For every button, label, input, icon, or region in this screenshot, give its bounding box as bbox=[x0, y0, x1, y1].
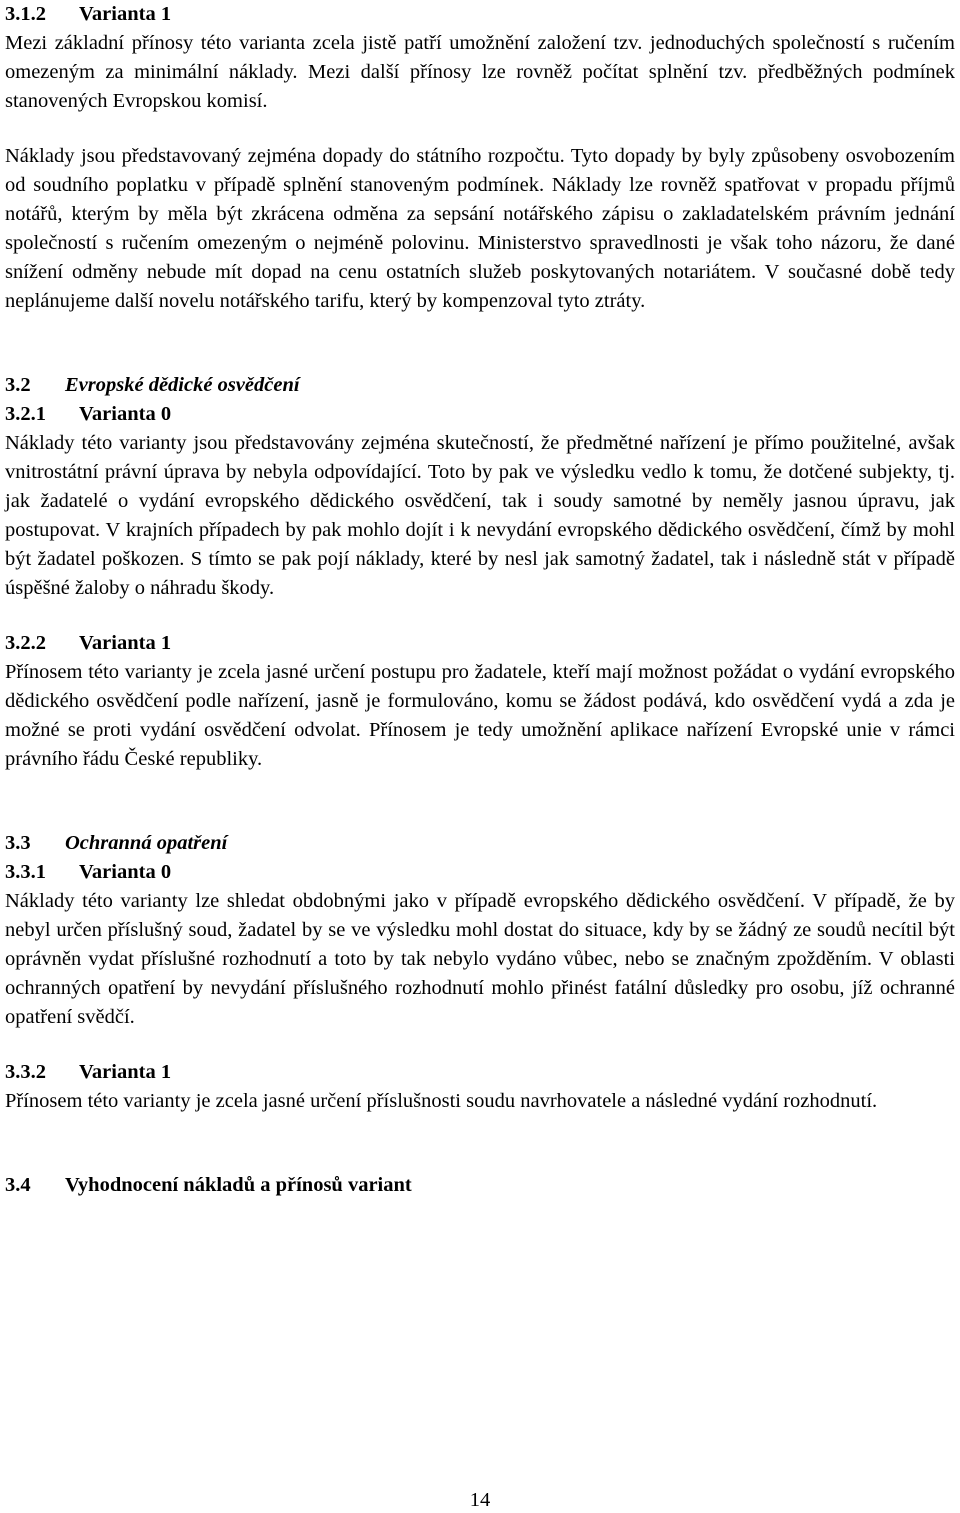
section-number: 3.2 bbox=[5, 374, 31, 396]
section-heading-3-2 bbox=[5, 371, 955, 400]
paragraph: Přínosem této varianty je zcela jasné určení příslušnosti soudu navrhovatele a následné vydání rozhodnutí. bbox=[5, 1090, 878, 1112]
section-title: Evropské dědické osvědčení bbox=[65, 374, 300, 396]
section-heading-3-3-2 bbox=[5, 1058, 955, 1087]
paragraph: Náklady jsou představovaný zejména dopady do státního rozpočtu. Tyto dopady by byly způsobeny osvobozením od soudního poplatku v případě splnění stanoveným podmínek. Náklady lze rovněž spatřovat v propadu příjmů notářů, kterým by měla být zkrácena odměna za sepsání notářského zápisu o zakladatelském právním jednání společností s ručením omezeným o nejméně polovinu. Ministerstvo spravedlnosti je však toho názoru, že dané snížení odměny nebude mít dopad na cenu ostatních služeb poskytovaných notariátem. V současné době tedy neplánujeme další novelu notářského tarifu, který by kompenzoval tyto ztráty. bbox=[5, 145, 955, 312]
paragraph: Náklady této varianty jsou představovány zejména skutečností, že předmětné nařízení je přímo použitelné, avšak vnitrostátní právní úprava by nebyla odpovídající. Toto by pak ve výsledku vedlo k tomu, že dotčené subjekty, tj. jak žadatelé o vydání evropského dědického osvědčení, tak i soudy samotné by neměly jasnou úpravu, jak postupovat. V krajních případech by pak mohlo dojít i k nevydání evropského dědického osvědčení, čímž by mohl být žadatel poškozen. S tímto se pak pojí náklady, které by nesl jak samotný žadatel, tak i následně stát v případě úspěšné žaloby o náhradu škody. bbox=[5, 432, 955, 599]
section-heading-3-2-2 bbox=[5, 629, 955, 658]
section-number: 3.2.1 bbox=[5, 403, 46, 425]
section-number: 3.4 bbox=[5, 1174, 31, 1196]
section-heading-3-3 bbox=[5, 829, 955, 858]
paragraph: Náklady této varianty lze shledat obdobnými jako v případě evropského dědického osvědčení. V případě, že by nebyl určen příslušný soud, žadatel by se ve výsledku mohl dostat do situace, kdy by se žádný ze soudů necítil být oprávněn vydat příslušné rozhodnutí a toto by tak nebylo vydáno vůbec, nebo se značným zpožděním. V oblasti ochranných opatření by nevydání příslušného rozhodnutí mohlo přinést fatální důsledky pro osobu, jíž ochranné opatření svědčí. bbox=[5, 890, 955, 1028]
section-title: Vyhodnocení nákladů a přínosů variant bbox=[65, 1174, 412, 1196]
paragraph: Mezi základní přínosy této varianta zcela jistě patří umožnění založení tzv. jednoduchých společností s ručením omezeným za minimální náklady. Mezi další přínosy lze rovněž počítat splnění tzv. předběžných podmínek stanovených Evropskou komisí. bbox=[5, 32, 955, 112]
document-page bbox=[5, 0, 955, 1200]
paragraph: Přínosem této varianty je zcela jasné určení postupu pro žadatele, kteří mají možnost požádat o vydání evropského dědického osvědčení podle nařízení, jasně je formulováno, komu se žádost podává, kdo osvědčení vydá a zda je možné se proti vydání osvědčení odvolat. Přínosem je tedy umožnění aplikace nařízení Evropské unie v rámci právního řádu České republiky. bbox=[5, 661, 955, 770]
section-number: 3.3.1 bbox=[5, 861, 46, 883]
page-number: 14 bbox=[469, 1489, 491, 1511]
section-title: Varianta 1 bbox=[79, 3, 172, 25]
section-number: 3.1.2 bbox=[5, 3, 46, 25]
section-title: Varianta 0 bbox=[79, 861, 172, 883]
section-heading-3-4 bbox=[5, 1171, 955, 1200]
section-title: Varianta 1 bbox=[79, 632, 172, 654]
section-title: Varianta 1 bbox=[79, 1061, 172, 1083]
section-number: 3.3.2 bbox=[5, 1061, 46, 1083]
section-heading-3-1-2 bbox=[5, 0, 955, 29]
section-title: Ochranná opatření bbox=[65, 832, 228, 854]
section-heading-3-2-1 bbox=[5, 400, 955, 429]
section-number: 3.2.2 bbox=[5, 632, 46, 654]
section-number: 3.3 bbox=[5, 832, 31, 854]
section-title: Varianta 0 bbox=[79, 403, 172, 425]
section-heading-3-3-1 bbox=[5, 858, 955, 887]
